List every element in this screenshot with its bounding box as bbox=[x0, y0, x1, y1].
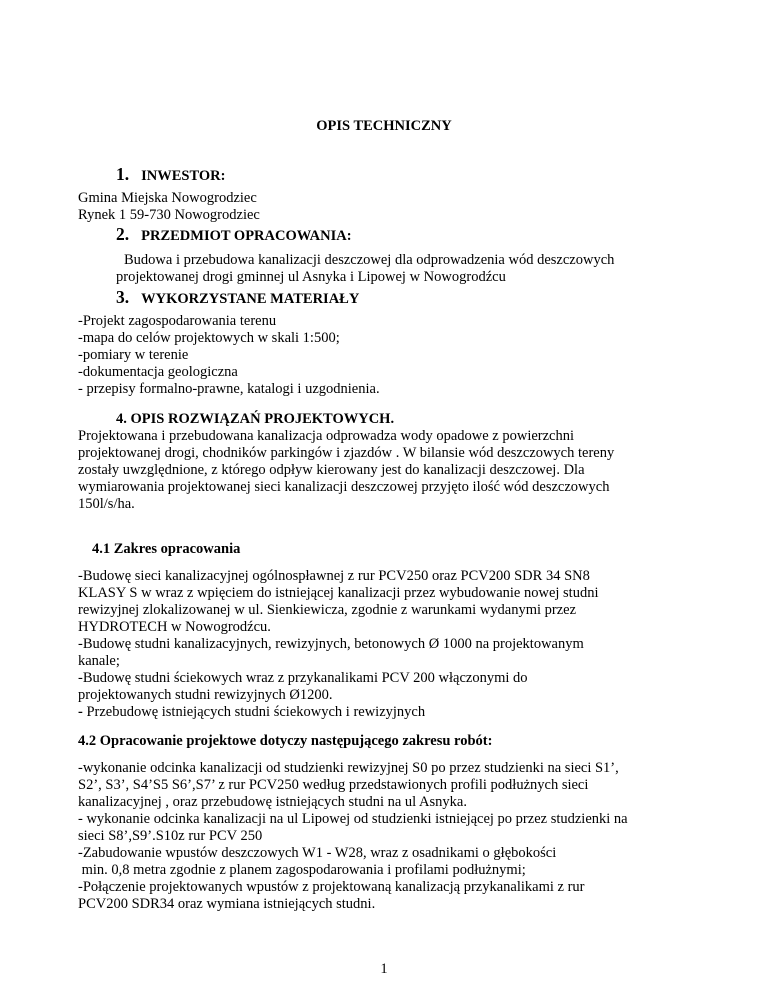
investor-line: Gmina Miejska Nowogrodziec bbox=[78, 190, 257, 206]
section-4-1-heading: 4.1 Zakres opracowania bbox=[92, 541, 241, 557]
paragraph-line: projektowanej drogi, chodników parkingów i zjazdów . W bilansie wód deszczowych tereny bbox=[78, 445, 615, 461]
works-line: -Połączenie projektowanych wpustów z projektowaną kanalizacją przykanalikami z rur bbox=[78, 879, 585, 895]
section-2-heading bbox=[116, 224, 352, 245]
section-1-title: INWESTOR: bbox=[141, 168, 226, 184]
material-item: -pomiary w terenie bbox=[78, 347, 189, 363]
section-4-2-heading: 4.2 Opracowanie projektowe dotyczy następującego zakresu robót: bbox=[78, 733, 493, 749]
section-3-heading bbox=[116, 287, 359, 308]
material-item: -mapa do celów projektowych w skali 1:500; bbox=[78, 330, 340, 346]
section-1-heading bbox=[116, 164, 225, 185]
paragraph-line: Projektowana i przebudowana kanalizacja odprowadza wody opadowe z powierzchni bbox=[78, 428, 575, 444]
works-line: sieci S8’,S9’.S10z rur PCV 250 bbox=[78, 828, 263, 844]
paragraph-line: wymiarowania projektowanej sieci kanalizacji deszczowej przyjęto ilość wód deszczowych bbox=[78, 479, 610, 495]
material-item: - przepisy formalno-prawne, katalogi i uzgodnienia. bbox=[78, 381, 380, 397]
subject-line: Budowa i przebudowa kanalizacji deszczowej dla odprowadzenia wód deszczowych bbox=[124, 252, 615, 268]
works-line: - wykonanie odcinka kanalizacji na ul Lipowej od studzienki istniejącej po przez studzienki na bbox=[78, 811, 628, 827]
works-line: min. 0,8 metra zgodnie z planem zagospodarowania i profilami podłużnymi; bbox=[78, 862, 526, 878]
page-number: 1 bbox=[380, 961, 388, 977]
scope-line: rewizyjnej zlokalizowanej w ul. Sienkiewicza, zgodnie z warunkami wydanymi przez bbox=[78, 602, 577, 618]
scope-line: KLASY S w wraz z wpięciem do istniejącej kanalizacji przez wybudowanie nowej studni bbox=[78, 585, 599, 601]
section-4-heading: 4. OPIS ROZWIĄZAŃ PROJEKTOWYCH. bbox=[116, 411, 395, 427]
scope-line: kanale; bbox=[78, 653, 120, 669]
works-line: -Zabudowanie wpustów deszczowych W1 - W28, wraz z osadnikami o głębokości bbox=[78, 845, 557, 861]
works-line: kanalizacyjnej , oraz przebudowę istniejących studni na ul Asnyka. bbox=[78, 794, 467, 810]
paragraph-line: 150l/s/ha. bbox=[78, 496, 135, 512]
document-title: OPIS TECHNICZNY bbox=[316, 118, 452, 134]
paragraph-line: zostały uwzględnione, z którego odpływ kierowany jest do kanalizacji deszczowej. Dla bbox=[78, 462, 585, 478]
material-item: -dokumentacja geologiczna bbox=[78, 364, 238, 380]
section-3-number: 3. bbox=[116, 287, 130, 307]
subject-line: projektowanej drogi gminnej ul Asnyka i Lipowej w Nowogrodźcu bbox=[116, 269, 506, 285]
investor-line: Rynek 1 59-730 Nowogrodziec bbox=[78, 207, 260, 223]
scope-dash: - bbox=[78, 704, 87, 720]
section-3-title: WYKORZYSTANE MATERIAŁY bbox=[141, 291, 360, 307]
section-1-number: 1. bbox=[116, 164, 130, 184]
material-item: -Projekt zagospodarowania terenu bbox=[78, 313, 277, 329]
scope-line: -Budowę studni ściekowych wraz z przykanalikami PCV 200 włączonymi do bbox=[78, 670, 528, 686]
scope-last-text: Przebudowę istniejących studni ściekowych i rewizyjnych bbox=[86, 704, 426, 720]
section-2-number: 2. bbox=[116, 224, 130, 244]
works-line: PCV200 SDR34 oraz wymiana istniejących studni. bbox=[78, 896, 376, 912]
scope-line-last bbox=[78, 704, 425, 721]
works-line: -wykonanie odcinka kanalizacji od studzienki rewizyjnej S0 po przez studzienki na sieci S1’, bbox=[78, 760, 619, 776]
section-2-title: PRZEDMIOT OPRACOWANIA: bbox=[141, 228, 352, 244]
scope-line: HYDROTECH w Nowogrodźcu. bbox=[78, 619, 271, 635]
scope-line: -Budowę studni kanalizacyjnych, rewizyjnych, betonowych Ø 1000 na projektowanym bbox=[78, 636, 584, 652]
scope-line: projektowanych studni rewizyjnych Ø1200. bbox=[78, 687, 333, 703]
works-line: S2’, S3’, S4’S5 S6’,S7’ z rur PCV250 według przedstawionych profili podłużnych sieci bbox=[78, 777, 589, 793]
scope-line: -Budowę sieci kanalizacyjnej ogólnospławnej z rur PCV250 oraz PCV200 SDR 34 SN8 bbox=[78, 568, 590, 584]
